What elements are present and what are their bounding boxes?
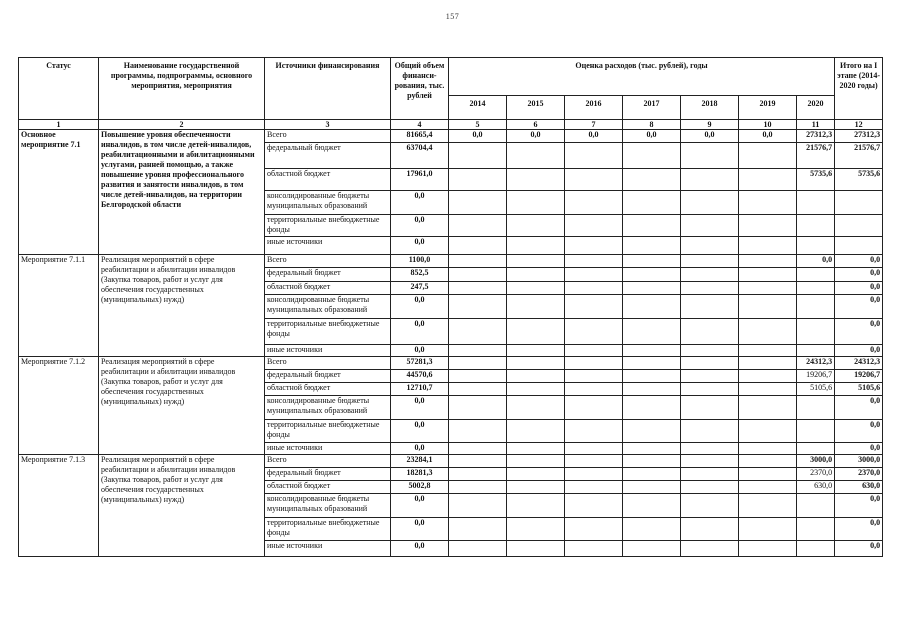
- year-amount-2018: [681, 541, 739, 557]
- year-amount-2018: [681, 268, 739, 282]
- year-amount-2017: [623, 268, 681, 282]
- funding-source: иные источники: [265, 541, 391, 557]
- header-year: 2019: [739, 96, 797, 120]
- funding-source: иные источники: [265, 345, 391, 357]
- year-amount-2018: [681, 295, 739, 319]
- year-amount-2020: 2370,0: [797, 468, 835, 481]
- column-number: 2: [99, 120, 265, 130]
- year-amount-2014: [449, 468, 507, 481]
- year-amount-2015: [507, 370, 565, 383]
- year-amount-2014: [449, 383, 507, 396]
- funding-source: Всего: [265, 357, 391, 370]
- funding-source: территориальные внебюджетные фонды: [265, 420, 391, 443]
- header-stage-total: Итого на I этапе (2014-2020 годы): [835, 58, 883, 120]
- year-amount-2014: [449, 295, 507, 319]
- year-amount-2016: [565, 370, 623, 383]
- year-amount-2016: [565, 494, 623, 518]
- year-amount-2020: 24312,3: [797, 357, 835, 370]
- year-amount-2019: [739, 396, 797, 420]
- row-status: Мероприятие 7.1.1: [19, 255, 99, 357]
- year-amount-2017: [623, 345, 681, 357]
- year-amount-2016: [565, 169, 623, 191]
- total-amount: 0,0: [391, 396, 449, 420]
- header-year: 2017: [623, 96, 681, 120]
- column-number-row: [19, 120, 883, 130]
- year-amount-2017: [623, 143, 681, 169]
- year-amount-2020: [797, 215, 835, 237]
- year-amount-2020: [797, 282, 835, 295]
- table-body: [19, 130, 883, 557]
- year-amount-2014: [449, 481, 507, 494]
- stage-total-amount: 19206,7: [835, 370, 883, 383]
- funding-source: территориальные внебюджетные фонды: [265, 319, 391, 345]
- year-amount-2014: [449, 282, 507, 295]
- funding-source: областной бюджет: [265, 383, 391, 396]
- year-amount-2018: [681, 357, 739, 370]
- year-amount-2019: [739, 237, 797, 255]
- year-amount-2016: [565, 191, 623, 215]
- table-row: [19, 455, 883, 468]
- column-number: 9: [681, 120, 739, 130]
- table-row: [19, 130, 883, 143]
- year-amount-2016: [565, 455, 623, 468]
- year-amount-2016: [565, 282, 623, 295]
- column-number: 7: [565, 120, 623, 130]
- total-amount: 18281,3: [391, 468, 449, 481]
- stage-total-amount: 0,0: [835, 443, 883, 455]
- year-amount-2019: [739, 295, 797, 319]
- total-amount: 0,0: [391, 345, 449, 357]
- total-amount: 0,0: [391, 191, 449, 215]
- funding-source: областной бюджет: [265, 481, 391, 494]
- year-amount-2014: [449, 541, 507, 557]
- year-amount-2018: [681, 443, 739, 455]
- total-amount: 0,0: [391, 518, 449, 541]
- year-amount-2018: [681, 143, 739, 169]
- year-amount-2016: [565, 143, 623, 169]
- column-number: 1: [19, 120, 99, 130]
- year-amount-2020: [797, 345, 835, 357]
- year-amount-2015: 0,0: [507, 130, 565, 143]
- year-amount-2018: [681, 420, 739, 443]
- header-year: 2015: [507, 96, 565, 120]
- year-amount-2017: [623, 518, 681, 541]
- row-status: Мероприятие 7.1.3: [19, 455, 99, 557]
- year-amount-2015: [507, 420, 565, 443]
- year-amount-2020: 27312,3: [797, 130, 835, 143]
- year-amount-2017: [623, 357, 681, 370]
- year-amount-2014: [449, 443, 507, 455]
- year-amount-2014: [449, 191, 507, 215]
- year-amount-2019: [739, 255, 797, 268]
- year-amount-2017: [623, 169, 681, 191]
- funding-source: федеральный бюджет: [265, 143, 391, 169]
- year-amount-2017: [623, 396, 681, 420]
- year-amount-2016: [565, 295, 623, 319]
- year-amount-2018: [681, 468, 739, 481]
- year-amount-2014: [449, 396, 507, 420]
- header-status: Статус: [19, 58, 99, 120]
- year-amount-2016: [565, 468, 623, 481]
- year-amount-2015: [507, 255, 565, 268]
- year-amount-2018: [681, 191, 739, 215]
- year-amount-2016: [565, 481, 623, 494]
- year-amount-2014: [449, 255, 507, 268]
- row-measure-name: Реализация мероприятий в сфере реабилитации и абилитации инвалидов (Закупка товаров, работ и услуг для обеспечения государственных (муниципальных) нужд): [99, 357, 265, 455]
- header-name: Наименование государственной программы, подпрограммы, основного мероприятия, мероприятия: [99, 58, 265, 120]
- year-amount-2020: 19206,7: [797, 370, 835, 383]
- column-number: 12: [835, 120, 883, 130]
- total-amount: 852,5: [391, 268, 449, 282]
- stage-total-amount: 27312,3: [835, 130, 883, 143]
- year-amount-2020: [797, 518, 835, 541]
- total-amount: 17961,0: [391, 169, 449, 191]
- year-amount-2019: [739, 443, 797, 455]
- year-amount-2018: 0,0: [681, 130, 739, 143]
- year-amount-2015: [507, 443, 565, 455]
- year-amount-2016: [565, 255, 623, 268]
- year-amount-2019: [739, 345, 797, 357]
- year-amount-2014: [449, 420, 507, 443]
- funding-source: консолидированные бюджеты муниципальных образований: [265, 191, 391, 215]
- year-amount-2015: [507, 468, 565, 481]
- header-year: 2016: [565, 96, 623, 120]
- stage-total-amount: 21576,7: [835, 143, 883, 169]
- year-amount-2019: [739, 268, 797, 282]
- year-amount-2014: [449, 455, 507, 468]
- year-amount-2018: [681, 215, 739, 237]
- year-amount-2014: [449, 237, 507, 255]
- funding-source: федеральный бюджет: [265, 370, 391, 383]
- funding-source: Всего: [265, 130, 391, 143]
- year-amount-2017: [623, 383, 681, 396]
- year-amount-2018: [681, 345, 739, 357]
- year-amount-2019: [739, 494, 797, 518]
- total-amount: 0,0: [391, 420, 449, 443]
- year-amount-2015: [507, 357, 565, 370]
- year-amount-2020: [797, 237, 835, 255]
- year-amount-2017: [623, 255, 681, 268]
- header-year: 2018: [681, 96, 739, 120]
- year-amount-2016: [565, 518, 623, 541]
- total-amount: 0,0: [391, 443, 449, 455]
- column-number: 8: [623, 120, 681, 130]
- row-status: Основное мероприятие 7.1: [19, 130, 99, 255]
- year-amount-2016: [565, 541, 623, 557]
- year-amount-2014: [449, 143, 507, 169]
- year-amount-2016: [565, 268, 623, 282]
- year-amount-2019: [739, 282, 797, 295]
- year-amount-2016: [565, 215, 623, 237]
- year-amount-2019: [739, 518, 797, 541]
- year-amount-2017: [623, 481, 681, 494]
- year-amount-2018: [681, 383, 739, 396]
- year-amount-2020: 21576,7: [797, 143, 835, 169]
- year-amount-2017: [623, 468, 681, 481]
- total-amount: 0,0: [391, 494, 449, 518]
- year-amount-2015: [507, 295, 565, 319]
- year-amount-2017: [623, 319, 681, 345]
- year-amount-2017: [623, 215, 681, 237]
- table-header: [19, 58, 883, 130]
- year-amount-2018: [681, 319, 739, 345]
- year-amount-2019: [739, 191, 797, 215]
- year-amount-2018: [681, 237, 739, 255]
- year-amount-2017: [623, 443, 681, 455]
- column-number: 6: [507, 120, 565, 130]
- year-amount-2016: [565, 345, 623, 357]
- stage-total-amount: 0,0: [835, 319, 883, 345]
- year-amount-2019: [739, 319, 797, 345]
- year-amount-2016: [565, 383, 623, 396]
- year-amount-2014: [449, 494, 507, 518]
- year-amount-2016: [565, 357, 623, 370]
- stage-total-amount: 3000,0: [835, 455, 883, 468]
- year-amount-2014: [449, 518, 507, 541]
- funding-source: территориальные внебюджетные фонды: [265, 518, 391, 541]
- column-number: 4: [391, 120, 449, 130]
- year-amount-2015: [507, 494, 565, 518]
- year-amount-2016: [565, 443, 623, 455]
- year-amount-2018: [681, 370, 739, 383]
- year-amount-2015: [507, 319, 565, 345]
- year-amount-2020: [797, 191, 835, 215]
- year-amount-2020: 630,0: [797, 481, 835, 494]
- year-amount-2014: [449, 169, 507, 191]
- total-amount: 247,5: [391, 282, 449, 295]
- table-row: [19, 357, 883, 370]
- year-amount-2018: [681, 518, 739, 541]
- stage-total-amount: 2370,0: [835, 468, 883, 481]
- stage-total-amount: 0,0: [835, 345, 883, 357]
- year-amount-2016: [565, 420, 623, 443]
- year-amount-2020: [797, 268, 835, 282]
- year-amount-2015: [507, 191, 565, 215]
- year-amount-2020: [797, 494, 835, 518]
- row-measure-name: Реализация мероприятий в сфере реабилитации и абилитации инвалидов (Закупка товаров, работ и услуг для обеспечения государственных (муниципальных) нужд): [99, 455, 265, 557]
- year-amount-2014: [449, 370, 507, 383]
- year-amount-2015: [507, 143, 565, 169]
- stage-total-amount: 0,0: [835, 541, 883, 557]
- year-amount-2020: [797, 295, 835, 319]
- stage-total-amount: 24312,3: [835, 357, 883, 370]
- year-amount-2020: 0,0: [797, 255, 835, 268]
- year-amount-2020: [797, 541, 835, 557]
- year-amount-2015: [507, 455, 565, 468]
- stage-total-amount: 0,0: [835, 518, 883, 541]
- year-amount-2015: [507, 169, 565, 191]
- funding-source: консолидированные бюджеты муниципальных образований: [265, 295, 391, 319]
- total-amount: 0,0: [391, 541, 449, 557]
- year-amount-2018: [681, 169, 739, 191]
- year-amount-2017: [623, 295, 681, 319]
- funding-source: иные источники: [265, 237, 391, 255]
- column-number: 5: [449, 120, 507, 130]
- year-amount-2017: [623, 282, 681, 295]
- year-amount-2020: 5105,6: [797, 383, 835, 396]
- funding-source: федеральный бюджет: [265, 468, 391, 481]
- year-amount-2019: [739, 383, 797, 396]
- year-amount-2019: [739, 481, 797, 494]
- year-amount-2019: [739, 420, 797, 443]
- year-amount-2018: [681, 455, 739, 468]
- year-amount-2016: [565, 319, 623, 345]
- year-amount-2016: [565, 237, 623, 255]
- year-amount-2017: [623, 237, 681, 255]
- year-amount-2017: 0,0: [623, 130, 681, 143]
- funding-source: консолидированные бюджеты муниципальных образований: [265, 494, 391, 518]
- total-amount: 63704,4: [391, 143, 449, 169]
- year-amount-2019: [739, 455, 797, 468]
- funding-source: консолидированные бюджеты муниципальных образований: [265, 396, 391, 420]
- year-amount-2020: [797, 420, 835, 443]
- funding-source: областной бюджет: [265, 282, 391, 295]
- column-number: 3: [265, 120, 391, 130]
- total-amount: 44570,6: [391, 370, 449, 383]
- total-amount: 5002,8: [391, 481, 449, 494]
- year-amount-2015: [507, 396, 565, 420]
- year-amount-2020: 3000,0: [797, 455, 835, 468]
- year-amount-2015: [507, 383, 565, 396]
- year-amount-2018: [681, 282, 739, 295]
- header-source: Источники финансирования: [265, 58, 391, 120]
- year-amount-2017: [623, 455, 681, 468]
- year-amount-2017: [623, 541, 681, 557]
- column-number: 11: [797, 120, 835, 130]
- year-amount-2016: [565, 396, 623, 420]
- year-amount-2014: [449, 319, 507, 345]
- year-amount-2019: 0,0: [739, 130, 797, 143]
- header-year: 2020: [797, 96, 835, 120]
- stage-total-amount: 0,0: [835, 494, 883, 518]
- year-amount-2015: [507, 215, 565, 237]
- total-amount: 0,0: [391, 215, 449, 237]
- page-number: 157: [445, 12, 460, 21]
- year-amount-2014: [449, 357, 507, 370]
- year-amount-2015: [507, 268, 565, 282]
- year-amount-2019: [739, 370, 797, 383]
- year-amount-2015: [507, 282, 565, 295]
- stage-total-amount: 0,0: [835, 420, 883, 443]
- year-amount-2015: [507, 237, 565, 255]
- stage-total-amount: [835, 215, 883, 237]
- year-amount-2018: [681, 494, 739, 518]
- total-amount: 0,0: [391, 319, 449, 345]
- stage-total-amount: 0,0: [835, 282, 883, 295]
- total-amount: 0,0: [391, 295, 449, 319]
- year-amount-2019: [739, 357, 797, 370]
- stage-total-amount: [835, 237, 883, 255]
- stage-total-amount: 0,0: [835, 268, 883, 282]
- year-amount-2019: [739, 143, 797, 169]
- total-amount: 23284,1: [391, 455, 449, 468]
- year-amount-2017: [623, 191, 681, 215]
- table-row: [19, 255, 883, 268]
- total-amount: 1100,0: [391, 255, 449, 268]
- year-amount-2017: [623, 370, 681, 383]
- stage-total-amount: 5105,6: [835, 383, 883, 396]
- row-status: Мероприятие 7.1.2: [19, 357, 99, 455]
- year-amount-2020: [797, 443, 835, 455]
- total-amount: 12710,7: [391, 383, 449, 396]
- funding-source: Всего: [265, 455, 391, 468]
- budget-table: [18, 57, 883, 557]
- year-amount-2016: 0,0: [565, 130, 623, 143]
- year-amount-2019: [739, 169, 797, 191]
- year-amount-2019: [739, 541, 797, 557]
- funding-source: федеральный бюджет: [265, 268, 391, 282]
- stage-total-amount: 5735,6: [835, 169, 883, 191]
- year-amount-2020: [797, 319, 835, 345]
- year-amount-2015: [507, 481, 565, 494]
- year-amount-2014: [449, 215, 507, 237]
- funding-source: территориальные внебюджетные фонды: [265, 215, 391, 237]
- row-measure-name: Реализация мероприятий в сфере реабилитации и абилитации инвалидов (Закупка товаров, работ и услуг для обеспечения государственных (муниципальных) нужд): [99, 255, 265, 357]
- total-amount: 57281,3: [391, 357, 449, 370]
- column-number: 10: [739, 120, 797, 130]
- year-amount-2020: 5735,6: [797, 169, 835, 191]
- stage-total-amount: [835, 191, 883, 215]
- year-amount-2018: [681, 396, 739, 420]
- total-amount: 0,0: [391, 237, 449, 255]
- year-amount-2015: [507, 345, 565, 357]
- funding-source: иные источники: [265, 443, 391, 455]
- year-amount-2020: [797, 396, 835, 420]
- stage-total-amount: 0,0: [835, 295, 883, 319]
- year-amount-2014: [449, 345, 507, 357]
- year-amount-2019: [739, 215, 797, 237]
- stage-total-amount: 0,0: [835, 396, 883, 420]
- header-total: Общий объем финанси-рования, тыс. рублей: [391, 58, 449, 120]
- stage-total-amount: 0,0: [835, 255, 883, 268]
- funding-source: Всего: [265, 255, 391, 268]
- year-amount-2017: [623, 420, 681, 443]
- year-amount-2015: [507, 518, 565, 541]
- header-year: 2014: [449, 96, 507, 120]
- year-amount-2014: [449, 268, 507, 282]
- funding-source: областной бюджет: [265, 169, 391, 191]
- year-amount-2014: 0,0: [449, 130, 507, 143]
- total-amount: 81665,4: [391, 130, 449, 143]
- year-amount-2018: [681, 481, 739, 494]
- header-expenses: Оценка расходов (тыс. рублей), годы: [449, 58, 835, 96]
- year-amount-2015: [507, 541, 565, 557]
- row-measure-name: Повышение уровня обеспеченности инвалидов, в том числе детей-инвалидов, реабилитационными и абилитационными услугами, ранней помощью, а также повышение уровня профессионального развития и занятости инвалидов, в том числе детей-инвалидов, на территории Белгородской области: [99, 130, 265, 255]
- year-amount-2019: [739, 468, 797, 481]
- year-amount-2018: [681, 255, 739, 268]
- stage-total-amount: 630,0: [835, 481, 883, 494]
- year-amount-2017: [623, 494, 681, 518]
